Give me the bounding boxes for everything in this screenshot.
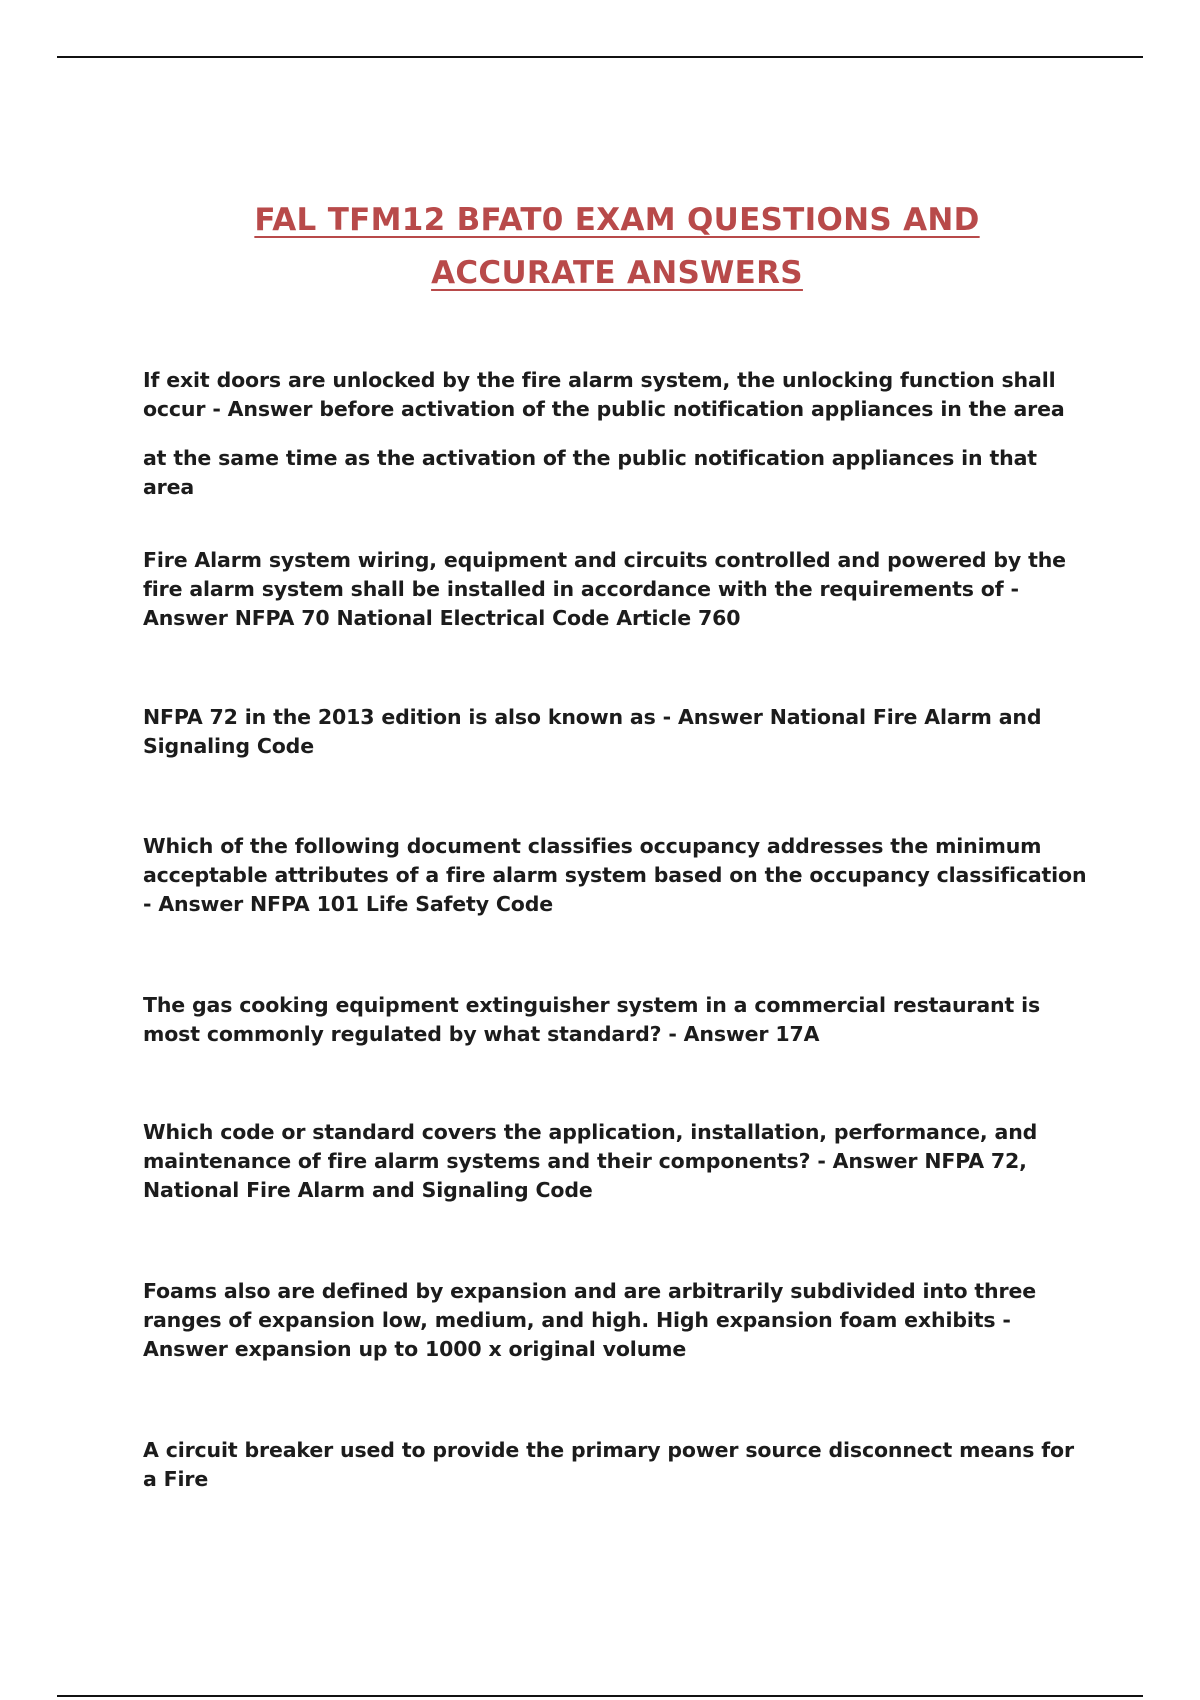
qa-item-fire-alarm-code: Which code or standard covers the application, installation, performance, and maintenance of fire alarm systems and their components? - Answer NFPA 72, National Fire Alarm and Signaling Code (143, 1120, 1038, 1202)
qa-item-foam-expansion: Foams also are defined by expansion and are arbitrarily subdivided into three ranges of expansion low, medium, and high. High expansion foam exhibits - Answer expansion up to 1000 x original volume (143, 1279, 1036, 1361)
bottom-rule (57, 1695, 1143, 1697)
qa-item-gas-cooking-standard: The gas cooking equipment extinguisher system in a commercial restaurant is most commonly regulated by what standard? - Answer 17A (143, 993, 1041, 1046)
qa-item-circuit-breaker: A circuit breaker used to provide the primary power source disconnect means for a Fire (143, 1438, 1074, 1491)
top-rule (57, 56, 1143, 58)
qa-item-wiring-requirements: Fire Alarm system wiring, equipment and circuits controlled and powered by the fire alarm system shall be installed in accordance with the requirements of - Answer NFPA 70 National Electrical Code Article 760 (143, 548, 1066, 630)
qa-item-occupancy-classification: Which of the following document classifies occupancy addresses the minimum acceptable attributes of a fire alarm system based on the occupancy classification - Answer NFPA 101 Life Safety Code (143, 834, 1087, 916)
qa-item-nfpa72-edition: NFPA 72 in the 2013 edition is also known as - Answer National Fire Alarm and Signaling Code (143, 705, 1042, 758)
title-line-2: ACCURATE ANSWERS (431, 255, 803, 291)
qa-item-exit-doors-alt-answer: at the same time as the activation of the public notification appliances in that area (143, 446, 1037, 499)
title-line-1: FAL TFM12 BFAT0 EXAM QUESTIONS AND (254, 202, 980, 238)
page-title (143, 194, 1091, 300)
qa-item-exit-doors: If exit doors are unlocked by the fire alarm system, the unlocking function shall occur - Answer before activation of the public notification appliances in the area (143, 368, 1065, 421)
